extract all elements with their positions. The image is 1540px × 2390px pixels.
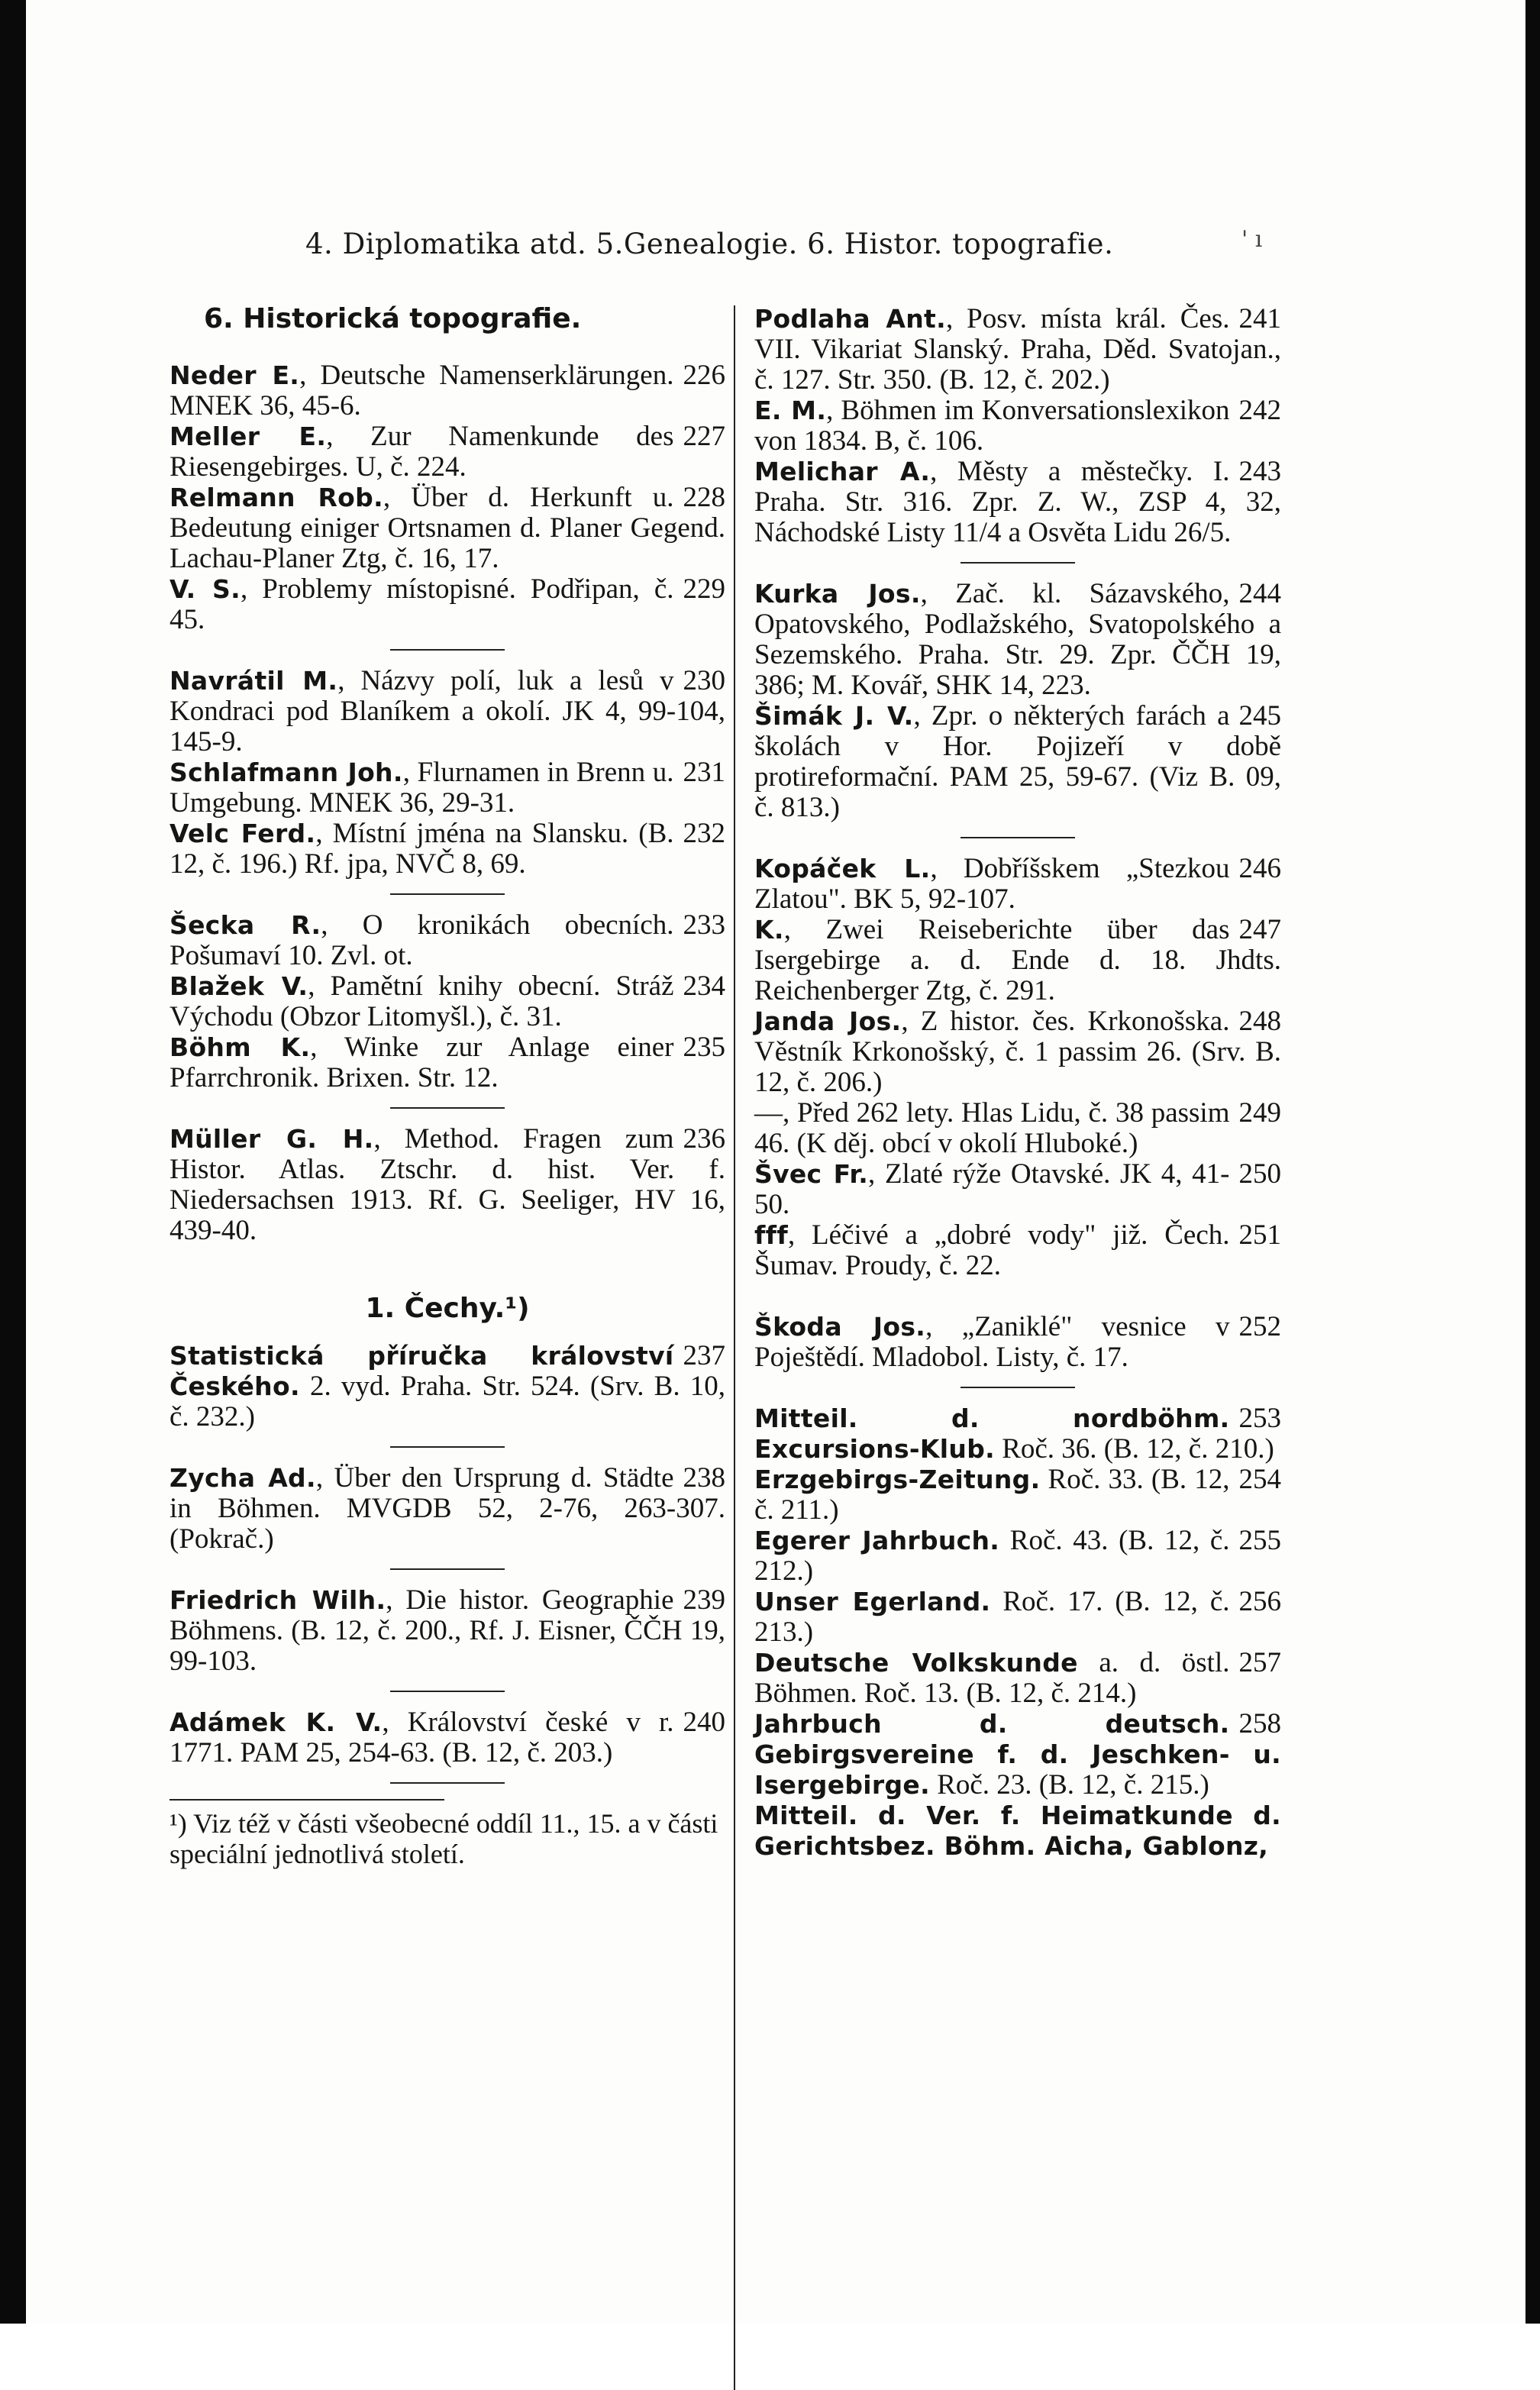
entry-author: Kopáček L. — [754, 854, 931, 883]
entry-text: Roč. 23. (B. 12, č. 215.) — [929, 1769, 1209, 1801]
bib-entry — [169, 574, 725, 635]
entry-number: 255 — [1238, 1525, 1281, 1556]
entry-number: 227 — [683, 421, 725, 452]
entry-number: 254 — [1238, 1464, 1281, 1495]
entry-number: 231 — [683, 757, 725, 788]
running-header: 4. Diplomatika atd. 5.Genealogie. 6. Histor. topografie. — [305, 228, 1114, 260]
bib-entry — [169, 1585, 725, 1677]
footnote-rule — [169, 1799, 444, 1801]
entry-text: , Winke zur Anlage einer Pfarrchronik. Brixen. Str. 12. — [169, 1032, 674, 1093]
entry-text: , Názvy polí, luk a lesů v Kondraci pod Blaníkem a okolí. JK 4, 99-104, 145-9. — [169, 665, 725, 757]
entry-author: Podlaha Ant. — [754, 304, 946, 334]
bib-entry — [754, 457, 1281, 548]
entry-text: Roč. 36. (B. 12, č. 210.) — [994, 1433, 1274, 1465]
bib-entry — [169, 360, 725, 421]
entry-number: 236 — [683, 1123, 725, 1155]
bib-entry — [169, 1341, 725, 1432]
bib-entry — [754, 701, 1281, 823]
bib-entry — [169, 1124, 725, 1246]
entry-number: 257 — [1238, 1647, 1281, 1678]
entry-text: , Über den Ursprung d. Städte in Böhmen. MVGDB 52, 2-76, 263-307. (Pokrač.) — [169, 1462, 725, 1555]
bib-entry — [169, 1463, 725, 1555]
entry-author: Müller G. H. — [169, 1124, 374, 1154]
separator-rule — [390, 893, 505, 895]
entry-text: , Městy a městečky. I. Praha. Str. 316. Zpr. Z. W., ZSP 4, 32, Náchodské Listy 11/4 a Osvěta Lidu 26/5. — [754, 456, 1281, 548]
entry-number: 239 — [683, 1584, 725, 1616]
bib-entry — [754, 1465, 1281, 1526]
entry-number: 228 — [683, 482, 725, 513]
bib-entry — [169, 819, 725, 880]
separator-rule — [390, 1782, 505, 1784]
entry-text: , Zač. kl. Sázavského, Opatovského, Podlažského, Svatopolského a Sezemského. Praha. Str. 29. Zpr. ČČH 19, 386; M. Kovář, SHK 14, 223. — [754, 578, 1281, 701]
entry-author: Schlafmann Joh. — [169, 757, 403, 787]
entry-author: Erzgebirgs-Zeitung. — [754, 1465, 1041, 1494]
entry-number: 248 — [1238, 1006, 1281, 1037]
entry-author: Egerer Jahrbuch. — [754, 1526, 1000, 1555]
entry-text: , Posv. místa král. Čes. VII. Vikariat Slanský. Praha, Děd. Svatojan., č. 127. Str. 350. (B. 12, č. 202.) — [754, 303, 1281, 396]
entry-number: 253 — [1238, 1403, 1281, 1434]
entry-author: V. S. — [169, 574, 241, 604]
entry-gap — [169, 1246, 725, 1277]
separator-rule — [390, 1691, 505, 1692]
entry-author: Švec Fr. — [754, 1159, 869, 1189]
entry-author: Neder E. — [169, 360, 300, 390]
entry-text: , Zpr. o některých farách a školách v Hor. Pojizeří v době protireformační. PAM 25, 59-67. (Viz B. 09, č. 813.) — [754, 700, 1281, 823]
right-column — [754, 304, 1281, 1862]
entry-author: Velc Ferd. — [169, 819, 316, 848]
entry-text: —, Před 262 lety. Hlas Lidu, č. 38 passim 46. (K děj. obcí v okolí Hluboké.) — [754, 1097, 1230, 1159]
entry-author: Relmann Rob. — [169, 483, 383, 512]
entry-text: , Zwei Reiseberichte über das Isergebirge a. d. Ende d. 18. Jhdts. Reichenberger Ztg, č. 291. — [754, 914, 1281, 1006]
bib-entry — [169, 1032, 725, 1093]
entry-text: , Z histor. čes. Krkonošska. Věstník Krkonošský, č. 1 passim 26. (Srv. B. 12, č. 206.) — [754, 1006, 1281, 1098]
bib-entry — [754, 1709, 1281, 1801]
entry-text: , Method. Fragen zum Histor. Atlas. Ztschr. d. hist. Ver. f. Niedersachsen 1913. Rf. G. Seeliger, HV 16, 439-40. — [169, 1123, 725, 1246]
entry-text: , Flurnamen in Brenn u. Umgebung. MNEK 36, 29-31. — [169, 757, 674, 819]
entry-number: 232 — [683, 818, 725, 849]
entry-number: 234 — [683, 971, 725, 1002]
entry-number: 242 — [1238, 395, 1281, 426]
right-entries-list — [754, 304, 1281, 1862]
entry-author: Deutsche Volkskunde — [754, 1648, 1078, 1678]
entry-number: 226 — [683, 360, 725, 391]
entry-text: , Über d. Herkunft u. Bedeutung einiger Ortsnamen d. Planer Gegend. Lachau-Planer Ztg, č. 16, 17. — [169, 482, 725, 574]
entry-text: Roč. 17. (B. 12, č. 213.) — [754, 1586, 1230, 1648]
entry-number: 251 — [1238, 1219, 1281, 1251]
entry-number: 237 — [683, 1340, 725, 1371]
separator-rule — [960, 562, 1075, 564]
entry-author: Unser Egerland. — [754, 1587, 991, 1616]
entry-text: , Die histor. Geographie Böhmens. (B. 12, č. 200., Rf. J. Eisner, ČČH 19, 99-103. — [169, 1584, 725, 1677]
entry-author: Šimák J. V. — [754, 701, 914, 731]
entry-text: a. d. östl. Böhmen. Roč. 13. (B. 12, č. 214.) — [754, 1647, 1230, 1709]
separator-rule — [390, 1568, 505, 1570]
entry-author: Friedrich Wilh. — [169, 1585, 386, 1615]
entry-number: 249 — [1238, 1097, 1281, 1129]
entry-author: fff — [754, 1220, 788, 1250]
bib-entry — [754, 1159, 1281, 1220]
bib-entry — [754, 854, 1281, 915]
entry-author: Šecka R. — [169, 910, 321, 940]
entry-text: , Böhmen im Konversationslexikon von 1834. B, č. 106. — [754, 395, 1230, 457]
separator-rule — [960, 1387, 1075, 1388]
bib-entry — [169, 1707, 725, 1768]
entry-number: 256 — [1238, 1586, 1281, 1617]
bib-entry — [754, 1403, 1281, 1465]
entry-text: , Zur Namenkunde des Riesengebirges. U, č. 224. — [169, 421, 674, 483]
bib-entry — [754, 1648, 1281, 1709]
entry-text: , „Zaniklé" vesnice v Poještědí. Mladobol. Listy, č. 17. — [754, 1311, 1230, 1373]
bib-entry — [169, 666, 725, 757]
entry-author: Jahrbuch d. deutsch. Gebirgsvereine f. d. Jeschken- u. Isergebirge. — [754, 1709, 1281, 1800]
bib-entry — [169, 757, 725, 819]
left-entries2-list — [169, 1341, 725, 1784]
column-divider — [734, 305, 735, 2390]
bib-entry — [754, 304, 1281, 396]
entry-number: 230 — [683, 665, 725, 696]
entry-author: Mitteil. d. nordböhm. Excursions-Klub. — [754, 1403, 1230, 1464]
entry-author: Škoda Jos. — [754, 1312, 926, 1342]
entry-number: 241 — [1238, 303, 1281, 334]
entry-author: Kurka Jos. — [754, 579, 921, 609]
bib-entry — [754, 1587, 1281, 1648]
entry-number: 238 — [683, 1462, 725, 1494]
entry-text: 2. vyd. Praha. Str. 524. (Srv. B. 10, č. 232.) — [169, 1371, 725, 1432]
entry-author: Zycha Ad. — [169, 1463, 316, 1493]
bib-entry — [754, 1801, 1281, 1862]
entry-number: 245 — [1238, 700, 1281, 732]
separator-rule — [390, 1446, 505, 1448]
bib-entry — [754, 1312, 1281, 1373]
entry-text: , Léčivé a „dobré vody" již. Čech. Šumav. Proudy, č. 22. — [754, 1219, 1230, 1281]
entry-author: Böhm K. — [169, 1032, 311, 1062]
entry-number: 233 — [683, 909, 725, 941]
separator-rule — [390, 649, 505, 651]
entry-number: 229 — [683, 573, 725, 605]
bib-entry — [754, 396, 1281, 457]
entry-author: Adámek K. V. — [169, 1707, 383, 1737]
bib-entry — [754, 579, 1281, 701]
footnote: ¹) Viz též v části všeobecné oddíl 11., 15. a v části speciální jednotlivá století. — [169, 1808, 718, 1869]
bib-entry — [754, 915, 1281, 1006]
entry-text: Roč. 43. (B. 12, č. 212.) — [754, 1525, 1230, 1587]
entry-text: , Pamětní knihy obecní. Stráž Východu (Obzor Litomyšl.), č. 31. — [169, 971, 674, 1032]
entry-number: 240 — [683, 1707, 725, 1738]
entry-number: 250 — [1238, 1158, 1281, 1190]
bib-entry — [169, 421, 725, 483]
entry-text: , Místní jména na Slansku. (B. 12, č. 196.) Rf. jpa, NVČ 8, 69. — [169, 818, 674, 880]
entry-text: , Deutsche Namenserklärungen. MNEK 36, 45-6. — [169, 360, 674, 421]
left-column — [169, 304, 725, 1869]
entry-author: Meller E. — [169, 421, 327, 451]
entry-gap — [754, 1281, 1281, 1312]
bib-entry — [169, 483, 725, 574]
entry-author: K. — [754, 915, 784, 945]
subsection-heading: 1. Čechy.¹) — [365, 1293, 530, 1324]
entry-number: 252 — [1238, 1311, 1281, 1342]
entry-author: Mitteil. d. Ver. f. Heimatkunde d. Gerichtsbez. Böhm. Aicha, Gablonz, — [754, 1801, 1281, 1861]
entry-text: , Dobříšskem „Stezkou Zlatou". BK 5, 92-107. — [754, 853, 1230, 915]
corner-mark: ' ı — [1241, 226, 1263, 253]
entry-text: , Království české v r. 1771. PAM 25, 254-63. (B. 12, č. 203.) — [169, 1707, 674, 1768]
entry-text: Roč. 33. (B. 12, č. 211.) — [754, 1464, 1230, 1526]
entry-number: 247 — [1238, 914, 1281, 945]
bib-entry — [169, 910, 725, 971]
bib-entry — [754, 1006, 1281, 1098]
bib-entry — [754, 1220, 1281, 1281]
separator-rule — [960, 837, 1075, 838]
entry-author: Janda Jos. — [754, 1006, 902, 1036]
entry-number: 243 — [1238, 456, 1281, 487]
left-entries-list — [169, 360, 725, 1277]
section-heading: 6. Historická topografie. — [204, 303, 582, 334]
separator-rule — [390, 1107, 505, 1109]
entry-text: , O kronikách obecních. Pošumaví 10. Zvl. ot. — [169, 909, 674, 971]
bib-entry — [754, 1098, 1281, 1159]
entry-number: 244 — [1238, 578, 1281, 609]
entry-number: 246 — [1238, 853, 1281, 884]
entry-author: Navrátil M. — [169, 666, 338, 696]
entry-author: Statistická příručka království Českého. — [169, 1341, 674, 1401]
entry-number: 258 — [1238, 1708, 1281, 1739]
entry-author: Melichar A. — [754, 457, 931, 486]
entry-author: Blažek V. — [169, 971, 308, 1001]
bib-entry — [169, 971, 725, 1032]
entry-text: , Problemy místopisné. Podřipan, č. 45. — [169, 573, 674, 635]
entry-text: , Zlaté rýže Otavské. JK 4, 41-50. — [754, 1158, 1230, 1220]
bib-entry — [754, 1526, 1281, 1587]
entry-author: E. M. — [754, 396, 827, 425]
entry-number: 235 — [683, 1032, 725, 1063]
